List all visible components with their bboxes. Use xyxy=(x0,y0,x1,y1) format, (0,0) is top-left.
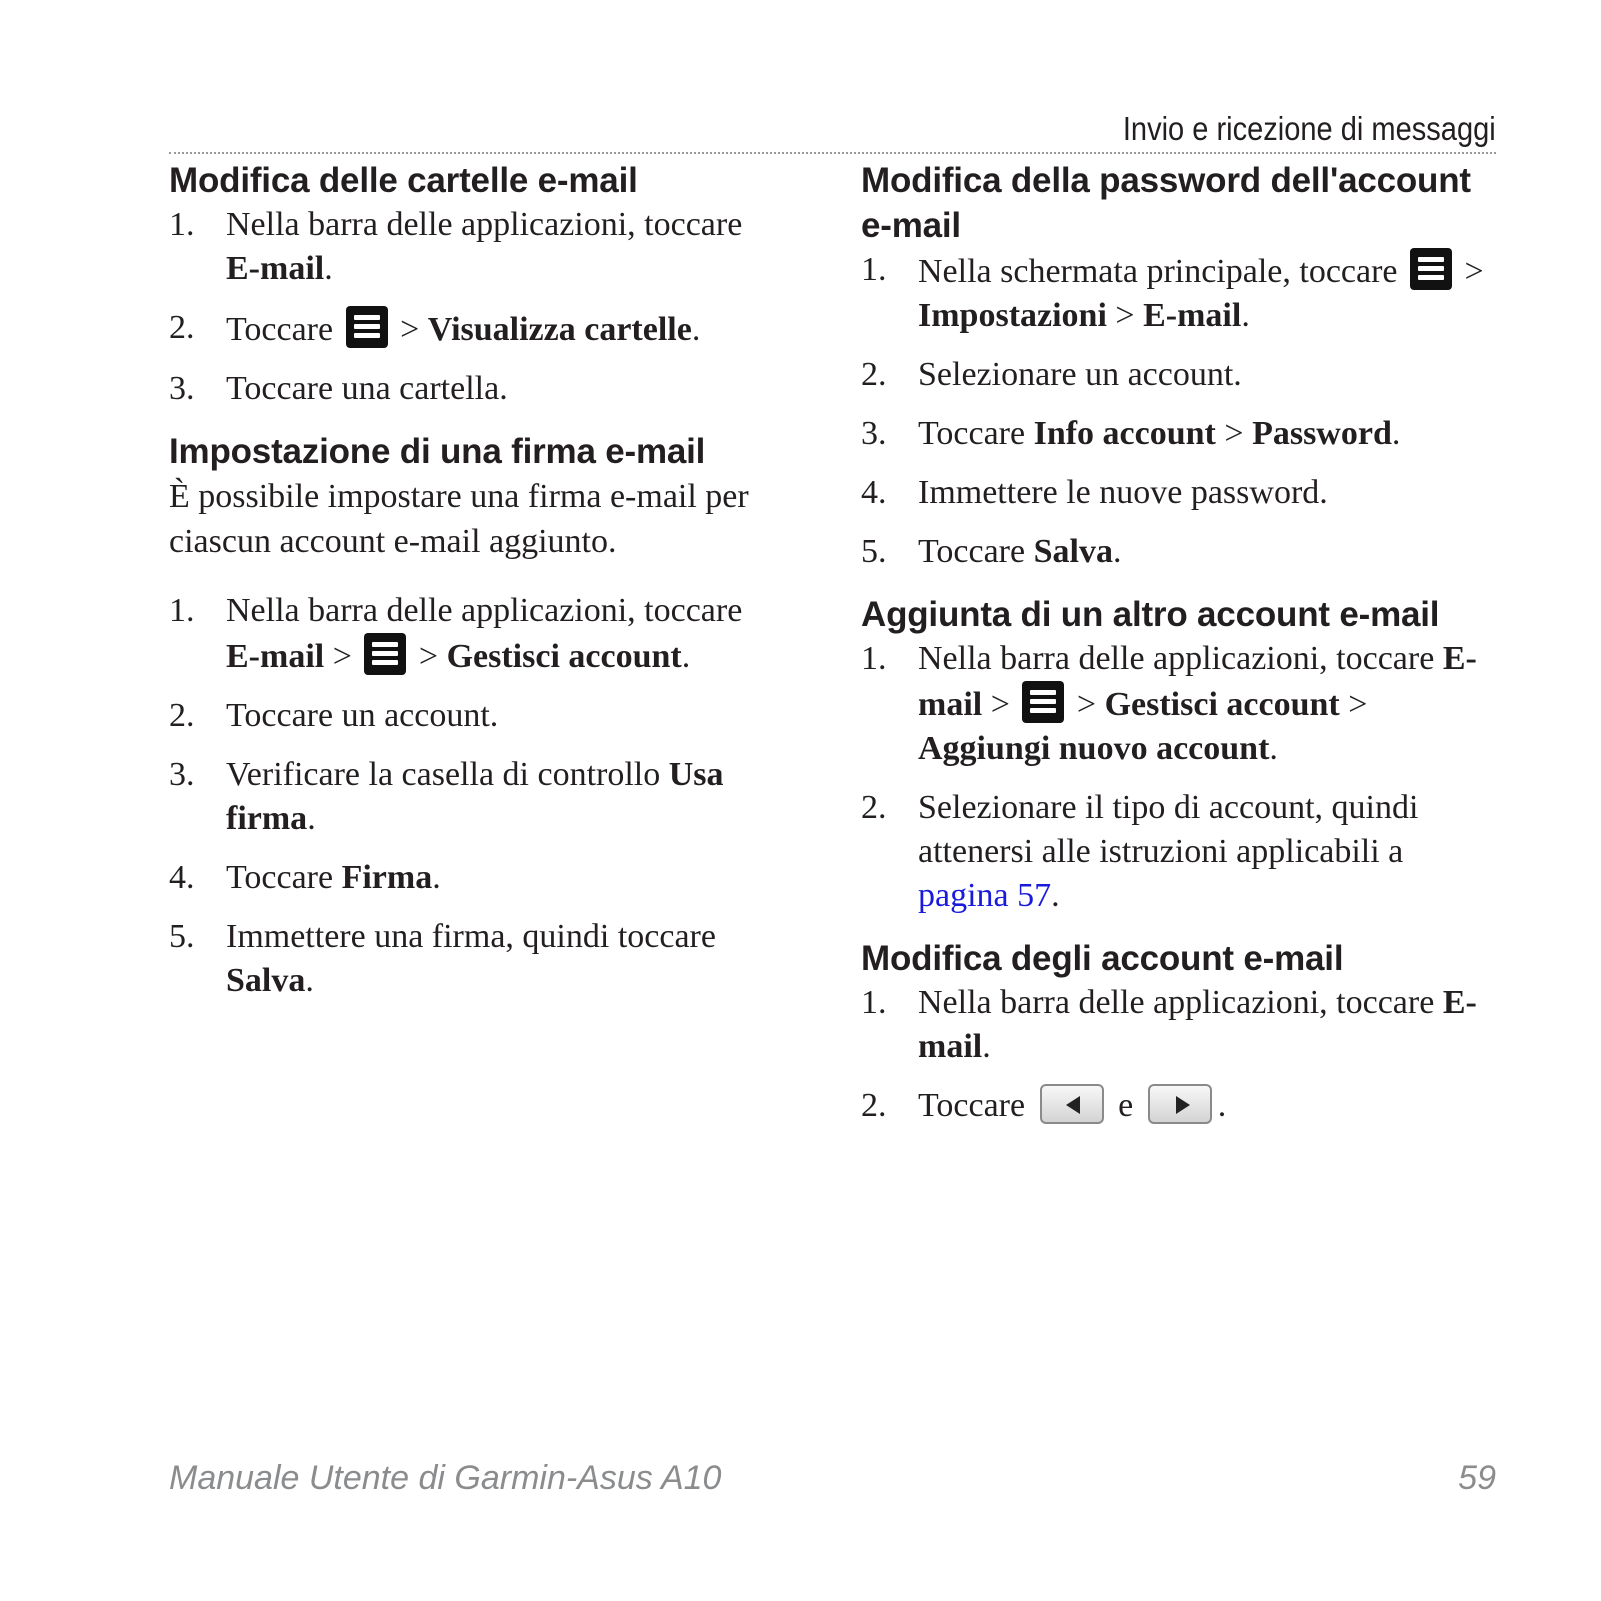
list-item: 1. Nella barra delle applicazioni, toccare E-mail > > Gestisci account. xyxy=(169,592,743,675)
section-title: Aggiunta di un altro account e-mail xyxy=(861,595,1440,634)
list-item: 4. Toccare Firma. xyxy=(169,859,441,896)
list-item: 1. Nella barra delle applicazioni, toccare E-mail > > Gestisci account > Aggiungi nuovo account. xyxy=(861,640,1477,767)
menu-icon xyxy=(1022,681,1064,723)
list-item: 2. Selezionare un account. xyxy=(861,356,1242,393)
section-title: Modifica degli account e-mail xyxy=(861,939,1344,978)
menu-icon xyxy=(1410,248,1452,290)
list-item: 2. Selezionare il tipo di account, quindi attenersi alle istruzioni applicabili a pagina 57. xyxy=(861,789,1419,914)
section-title: Impostazione di una firma e-mail xyxy=(169,432,706,471)
menu-icon xyxy=(346,306,388,348)
list-item: 1. Nella barra delle applicazioni, toccare E-mail. xyxy=(861,984,1477,1065)
section-modifica-account xyxy=(861,936,1501,1128)
right-column xyxy=(861,158,1501,1146)
list-item: 1. Nella barra delle applicazioni, toccare E-mail. xyxy=(169,206,743,287)
list-item: 4. Immettere le nuove password. xyxy=(861,474,1328,511)
section-modifica-password xyxy=(861,158,1501,574)
page-link[interactable]: pagina 57 xyxy=(918,877,1052,914)
steps-list xyxy=(861,637,1501,918)
list-item: 5. Toccare Salva. xyxy=(861,533,1122,570)
steps-list xyxy=(169,589,769,1003)
section-aggiunta-account xyxy=(861,592,1501,918)
running-title: Invio e ricezione di messaggi xyxy=(1123,110,1496,147)
list-item: 1. Nella schermata principale, toccare > Impostazioni > E-mail. xyxy=(861,248,1501,338)
list-item: 5. Immettere una firma, quindi toccare Salva. xyxy=(169,918,716,999)
left-column xyxy=(169,158,769,1021)
running-header xyxy=(169,106,1496,154)
list-item: 2. Toccare > Visualizza cartelle. xyxy=(169,306,769,352)
list-item: 3. Toccare Info account > Password. xyxy=(861,415,1401,452)
page-footer xyxy=(169,1455,1496,1501)
steps-list xyxy=(861,248,1501,574)
steps-list xyxy=(169,203,769,411)
list-item: 3. Verificare la casella di controllo Usa firma. xyxy=(169,756,724,837)
steps-list xyxy=(861,981,1501,1128)
section-title: Modifica della password dell'account e-mail xyxy=(861,161,1471,245)
list-item: 2. Toccare e . xyxy=(861,1084,1501,1128)
section-intro: È possibile impostare una firma e-mail per ciascun account e-mail aggiunto. xyxy=(169,478,749,560)
page-number: 59 xyxy=(1458,1459,1496,1497)
section-firma-email xyxy=(169,429,769,1003)
list-item: 2. Toccare un account. xyxy=(169,697,499,734)
left-arrow-icon xyxy=(1040,1084,1104,1124)
list-item: 3. Toccare una cartella. xyxy=(169,370,508,407)
menu-icon xyxy=(364,633,406,675)
manual-title: Manuale Utente di Garmin-Asus A10 xyxy=(169,1459,722,1497)
section-modifica-cartelle xyxy=(169,158,769,411)
section-title: Modifica delle cartelle e-mail xyxy=(169,161,638,200)
right-arrow-icon xyxy=(1148,1084,1212,1124)
